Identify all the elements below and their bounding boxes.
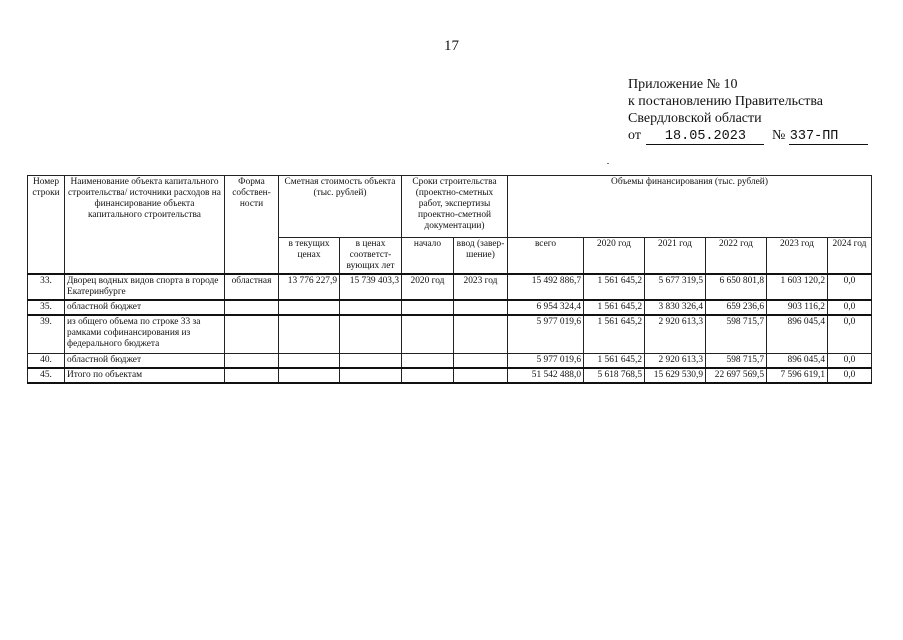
cell-2023: 896 045,4	[767, 353, 828, 368]
cell-start	[402, 315, 454, 353]
cell-2022: 598 715,7	[706, 353, 767, 368]
cell-current-prices	[279, 300, 340, 315]
header-estimated-cost: Сметная стоимость объекта (тыс. рублей)	[279, 176, 402, 238]
header-row-number: Номер строки	[28, 176, 65, 275]
cell-num: 39.	[28, 315, 65, 353]
table-row	[28, 274, 872, 300]
header-object-name: Наименование объекта капитального строительства/ источники расходов на финансирование объекта капитального строительства	[65, 176, 225, 275]
cell-name: Итого по объектам	[65, 368, 225, 383]
cell-2024: 0,0	[828, 315, 872, 353]
cell-2023: 896 045,4	[767, 315, 828, 353]
header-2022: 2022 год	[706, 238, 767, 275]
header-commissioning: ввод (завер-шение)	[454, 238, 508, 275]
cell-start	[402, 368, 454, 383]
cell-name: областной бюджет	[65, 300, 225, 315]
cell-name: областной бюджет	[65, 353, 225, 368]
cell-num: 40.	[28, 353, 65, 368]
appendix-region-line: Свердловской области	[628, 111, 762, 126]
cell-2023: 903 116,2	[767, 300, 828, 315]
cell-2024: 0,0	[828, 274, 872, 300]
cell-2023: 1 603 120,2	[767, 274, 828, 300]
cell-2020: 5 618 768,5	[584, 368, 645, 383]
cell-total: 6 954 324,4	[508, 300, 584, 315]
cell-2021: 2 920 613,3	[645, 353, 706, 368]
cell-2021: 2 920 613,3	[645, 315, 706, 353]
header-corresponding-prices: в ценах соответст-вующих лет	[340, 238, 402, 275]
cell-start	[402, 353, 454, 368]
cell-total: 15 492 886,7	[508, 274, 584, 300]
page-number: 17	[444, 38, 459, 54]
cell-ownership	[225, 315, 279, 353]
cell-num: 33.	[28, 274, 65, 300]
cell-end	[454, 368, 508, 383]
cell-ownership	[225, 300, 279, 315]
cell-2020: 1 561 645,2	[584, 300, 645, 315]
cell-start: 2020 год	[402, 274, 454, 300]
header-row-1	[28, 176, 872, 238]
decree-date: 18.05.2023	[646, 129, 764, 145]
from-label: от	[628, 128, 641, 143]
header-2023: 2023 год	[767, 238, 828, 275]
cell-2024: 0,0	[828, 300, 872, 315]
cell-2020: 1 561 645,2	[584, 353, 645, 368]
cell-ownership	[225, 368, 279, 383]
cell-current-prices	[279, 315, 340, 353]
cell-2021: 3 830 326,4	[645, 300, 706, 315]
cell-end: 2023 год	[454, 274, 508, 300]
cell-end	[454, 300, 508, 315]
cell-2022: 22 697 569,5	[706, 368, 767, 383]
cell-end	[454, 315, 508, 353]
appendix-title: Приложение № 10	[628, 77, 738, 92]
funding-table	[27, 175, 872, 384]
table-row	[28, 315, 872, 353]
cell-name: Дворец водных видов спорта в городе Екатеринбурге	[65, 274, 225, 300]
cell-2020: 1 561 645,2	[584, 274, 645, 300]
appendix-header	[628, 76, 868, 145]
table-row	[28, 300, 872, 315]
cell-corresponding-prices	[340, 353, 402, 368]
header-total: всего	[508, 238, 584, 275]
number-label: №	[771, 128, 786, 143]
cell-current-prices: 13 776 227,9	[279, 274, 340, 300]
cell-corresponding-prices	[340, 315, 402, 353]
cell-2021: 5 677 319,5	[645, 274, 706, 300]
cell-total: 51 542 488,0	[508, 368, 584, 383]
appendix-decree-line: к постановлению Правительства	[628, 94, 824, 109]
cell-corresponding-prices	[340, 300, 402, 315]
header-ownership: Форма собствен-ности	[225, 176, 279, 275]
decree-number: 337-ПП	[789, 129, 868, 145]
header-2024: 2024 год	[828, 238, 872, 275]
cell-ownership	[225, 353, 279, 368]
table-row-total	[28, 368, 872, 383]
cell-2020: 1 561 645,2	[584, 315, 645, 353]
cell-current-prices	[279, 368, 340, 383]
cell-ownership: областная	[225, 274, 279, 300]
header-current-prices: в текущих ценах	[279, 238, 340, 275]
scan-dot	[607, 163, 609, 164]
cell-name: из общего объема по строке 33 за рамками софинансирования из федерального бюджета	[65, 315, 225, 353]
header-start: начало	[402, 238, 454, 275]
cell-2023: 7 596 619,1	[767, 368, 828, 383]
cell-2022: 659 236,6	[706, 300, 767, 315]
cell-2022: 598 715,7	[706, 315, 767, 353]
header-2021: 2021 год	[645, 238, 706, 275]
cell-corresponding-prices	[340, 368, 402, 383]
cell-total: 5 977 019,6	[508, 353, 584, 368]
cell-start	[402, 300, 454, 315]
cell-2021: 15 629 530,9	[645, 368, 706, 383]
cell-end	[454, 353, 508, 368]
cell-2022: 6 650 801,8	[706, 274, 767, 300]
header-construction-terms: Сроки строительства (проектно-сметных работ, экспертизы проектно-сметной документации)	[402, 176, 508, 238]
cell-num: 45.	[28, 368, 65, 383]
header-2020: 2020 год	[584, 238, 645, 275]
header-funding-volumes: Объемы финансирования (тыс. рублей)	[508, 176, 872, 238]
appendix-date-line	[628, 127, 868, 145]
cell-total: 5 977 019,6	[508, 315, 584, 353]
table-row	[28, 353, 872, 368]
cell-corresponding-prices: 15 739 403,3	[340, 274, 402, 300]
cell-2024: 0,0	[828, 353, 872, 368]
cell-current-prices	[279, 353, 340, 368]
cell-num: 35.	[28, 300, 65, 315]
cell-2024: 0,0	[828, 368, 872, 383]
